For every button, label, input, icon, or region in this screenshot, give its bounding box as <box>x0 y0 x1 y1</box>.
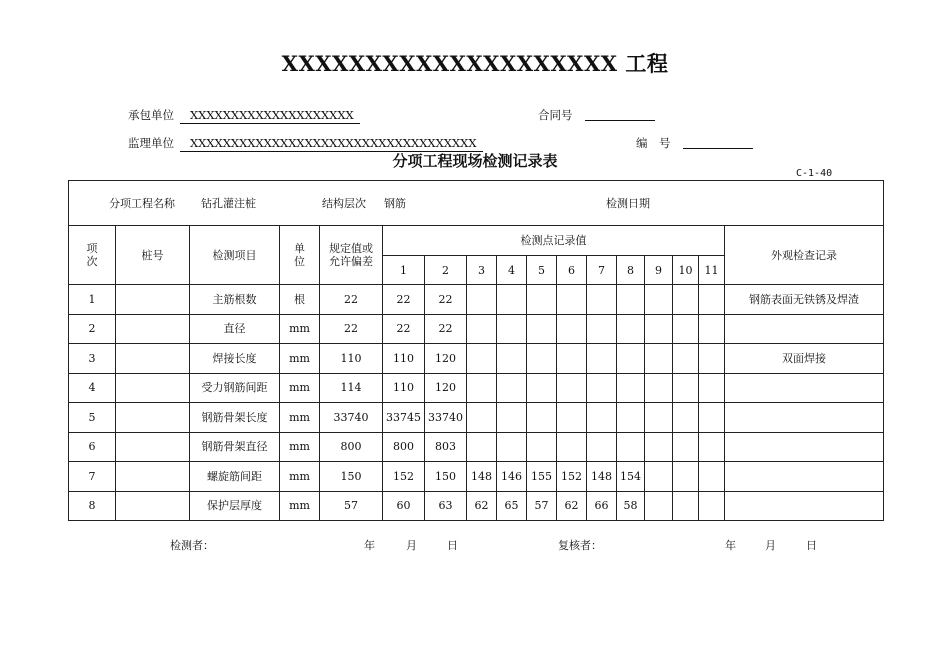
reviewer-day: 日 <box>806 539 817 552</box>
point-value-cell <box>673 432 699 462</box>
project-name-value: 钻孔灌注桩 <box>201 196 256 210</box>
spec-cell: 150 <box>320 462 383 492</box>
point-value-cell <box>557 432 587 462</box>
table-row <box>69 373 884 403</box>
spec-cell: 110 <box>320 344 383 374</box>
point-value-cell <box>557 285 587 315</box>
point-value-cell <box>497 285 527 315</box>
point-value-cell <box>587 314 617 344</box>
point-value-cell: 33745 <box>383 403 425 433</box>
point-value-cell: 120 <box>425 373 467 403</box>
unit-cell: mm <box>280 432 320 462</box>
check-item-cell: 焊接长度 <box>190 344 280 374</box>
appearance-cell <box>725 314 884 344</box>
appearance-cell <box>725 432 884 462</box>
row-no-cell: 3 <box>69 344 116 374</box>
pile-no-cell <box>116 403 190 433</box>
point-value-cell <box>699 462 725 492</box>
row-no-cell: 8 <box>69 491 116 521</box>
point-value-cell: 152 <box>557 462 587 492</box>
point-value-cell <box>673 462 699 492</box>
point-number: 8 <box>617 256 645 285</box>
point-value-cell: 22 <box>425 285 467 315</box>
point-value-cell <box>467 432 497 462</box>
info-row <box>69 181 884 226</box>
point-value-cell <box>587 344 617 374</box>
point-value-cell <box>645 344 673 374</box>
point-value-cell: 803 <box>425 432 467 462</box>
point-value-cell <box>467 285 497 315</box>
unit-header: 单 位 <box>280 226 320 285</box>
point-value-cell <box>699 344 725 374</box>
row-no-cell: 7 <box>69 462 116 492</box>
spec-cell: 22 <box>320 285 383 315</box>
point-value-cell <box>497 314 527 344</box>
point-value-cell <box>527 314 557 344</box>
pile-no-cell <box>116 285 190 315</box>
point-value-cell <box>467 314 497 344</box>
point-value-cell: 800 <box>383 432 425 462</box>
point-value-cell: 148 <box>587 462 617 492</box>
point-value-cell <box>617 373 645 403</box>
contract-no-line <box>538 107 655 123</box>
point-value-cell <box>587 285 617 315</box>
appearance-cell <box>725 373 884 403</box>
point-value-cell: 148 <box>467 462 497 492</box>
spec-cell: 57 <box>320 491 383 521</box>
point-value-cell <box>467 403 497 433</box>
inspector-year: 年 <box>364 539 375 552</box>
point-value-cell <box>587 373 617 403</box>
appearance-cell: 钢筋表面无铁锈及焊渣 <box>725 285 884 315</box>
point-value-cell <box>497 344 527 374</box>
structure-level-label: 结构层次 <box>322 196 366 210</box>
pile-no-cell <box>116 491 190 521</box>
point-value-cell <box>699 285 725 315</box>
check-item-cell: 螺旋筋间距 <box>190 462 280 492</box>
contract-no-label: 合同号 <box>538 108 573 122</box>
row-no-cell: 2 <box>69 314 116 344</box>
point-value-cell: 120 <box>425 344 467 374</box>
point-value-cell <box>645 432 673 462</box>
inspector-label: 检测者： <box>170 539 214 552</box>
point-value-cell <box>587 403 617 433</box>
point-value-cell <box>617 344 645 374</box>
table-row <box>69 432 884 462</box>
point-value-cell: 62 <box>467 491 497 521</box>
appearance-header: 外观检查记录 <box>725 226 884 285</box>
point-value-cell: 66 <box>587 491 617 521</box>
row-no-cell: 4 <box>69 373 116 403</box>
unit-cell: mm <box>280 403 320 433</box>
point-value-cell <box>673 344 699 374</box>
point-number: 11 <box>699 256 725 285</box>
point-value-cell: 155 <box>527 462 557 492</box>
unit-cell: mm <box>280 314 320 344</box>
point-value-cell: 110 <box>383 373 425 403</box>
point-number: 4 <box>497 256 527 285</box>
point-value-cell <box>497 432 527 462</box>
unit-cell: 根 <box>280 285 320 315</box>
appearance-cell <box>725 491 884 521</box>
point-value-cell <box>557 314 587 344</box>
pile-no-cell <box>116 432 190 462</box>
point-value-cell: 65 <box>497 491 527 521</box>
table-row <box>69 403 884 433</box>
spec-cell: 114 <box>320 373 383 403</box>
point-value-cell <box>617 285 645 315</box>
check-item-cell: 受力钢筋间距 <box>190 373 280 403</box>
check-item-cell: 钢筋骨架长度 <box>190 403 280 433</box>
point-value-cell: 110 <box>383 344 425 374</box>
point-value-cell <box>527 403 557 433</box>
point-value-cell <box>645 491 673 521</box>
point-value-cell: 154 <box>617 462 645 492</box>
document-title: XXXXXXXXXXXXXXXXXXXX 工程 <box>281 51 669 76</box>
appearance-cell: 双面焊接 <box>725 344 884 374</box>
table-row <box>69 491 884 521</box>
spec-header: 规定值或 允许偏差 <box>320 226 383 285</box>
point-value-cell <box>497 373 527 403</box>
point-value-cell <box>617 314 645 344</box>
item-no-header: 项 次 <box>69 226 116 285</box>
point-number: 9 <box>645 256 673 285</box>
reviewer-month: 月 <box>765 539 776 552</box>
inspection-date-label: 检测日期 <box>606 196 650 210</box>
point-value-cell <box>645 403 673 433</box>
form-subtitle: 分项工程现场检测记录表 <box>392 152 558 170</box>
table-row <box>69 344 884 374</box>
point-value-cell <box>673 403 699 433</box>
point-value-cell <box>467 344 497 374</box>
pile-no-cell <box>116 462 190 492</box>
row-no-cell: 6 <box>69 432 116 462</box>
point-value-cell <box>699 314 725 344</box>
point-number: 1 <box>383 256 425 285</box>
pile-no-cell <box>116 373 190 403</box>
table-row <box>69 462 884 492</box>
point-value-cell <box>645 285 673 315</box>
info-cell <box>69 181 884 226</box>
contractor-label: 承包单位 <box>128 108 174 122</box>
point-value-cell <box>497 403 527 433</box>
contractor-value: XXXXXXXXXXXXXXXXXXXX <box>180 108 360 124</box>
data-rows <box>69 285 884 521</box>
point-value-cell <box>645 462 673 492</box>
row-no-cell: 1 <box>69 285 116 315</box>
point-value-cell <box>645 314 673 344</box>
point-number: 6 <box>557 256 587 285</box>
point-number: 5 <box>527 256 557 285</box>
serial-blank <box>683 136 753 149</box>
point-value-cell: 58 <box>617 491 645 521</box>
inspection-record-table <box>68 180 884 521</box>
inspector-month: 月 <box>406 539 417 552</box>
point-number: 3 <box>467 256 497 285</box>
serial-line <box>636 135 753 151</box>
point-value-cell: 22 <box>425 314 467 344</box>
header-row-1 <box>69 226 884 256</box>
contract-no-blank <box>585 108 655 121</box>
point-value-cell <box>527 373 557 403</box>
project-name-label: 分项工程名称 <box>109 196 175 210</box>
point-value-cell <box>557 373 587 403</box>
point-value-cell: 33740 <box>425 403 467 433</box>
check-item-header: 检测项目 <box>190 226 280 285</box>
point-value-cell <box>699 373 725 403</box>
spec-cell: 33740 <box>320 403 383 433</box>
point-value-cell <box>557 344 587 374</box>
row-no-cell: 5 <box>69 403 116 433</box>
point-value-cell <box>527 344 557 374</box>
supervisor-value: XXXXXXXXXXXXXXXXXXXXXXXXXXXXXXXXXXX <box>180 136 483 152</box>
point-value-cell <box>587 432 617 462</box>
point-value-cell: 57 <box>527 491 557 521</box>
contractor-line <box>128 107 360 124</box>
point-value-cell <box>617 403 645 433</box>
unit-cell: mm <box>280 344 320 374</box>
point-value-cell <box>699 432 725 462</box>
point-number: 10 <box>673 256 699 285</box>
point-value-cell: 22 <box>383 285 425 315</box>
point-value-cell <box>467 373 497 403</box>
point-number: 7 <box>587 256 617 285</box>
table-row <box>69 314 884 344</box>
point-value-cell <box>673 373 699 403</box>
unit-cell: mm <box>280 373 320 403</box>
point-value-cell <box>527 432 557 462</box>
spec-cell: 22 <box>320 314 383 344</box>
serial-label: 编 号 <box>636 136 671 150</box>
point-value-cell <box>673 491 699 521</box>
point-value-cell <box>645 373 673 403</box>
reviewer-year: 年 <box>725 539 736 552</box>
point-value-cell: 150 <box>425 462 467 492</box>
check-item-cell: 直径 <box>190 314 280 344</box>
check-item-cell: 主筋根数 <box>190 285 280 315</box>
check-item-cell: 保护层厚度 <box>190 491 280 521</box>
pile-no-cell <box>116 314 190 344</box>
check-item-cell: 钢筋骨架直径 <box>190 432 280 462</box>
reviewer-label: 复核者： <box>558 539 602 552</box>
unit-cell: mm <box>280 462 320 492</box>
point-value-cell <box>617 432 645 462</box>
point-value-cell <box>673 314 699 344</box>
unit-cell: mm <box>280 491 320 521</box>
point-value-cell: 62 <box>557 491 587 521</box>
point-value-cell <box>673 285 699 315</box>
point-value-cell: 146 <box>497 462 527 492</box>
point-value-cell: 152 <box>383 462 425 492</box>
point-value-cell: 63 <box>425 491 467 521</box>
point-value-cell: 22 <box>383 314 425 344</box>
point-value-cell: 60 <box>383 491 425 521</box>
table-row <box>69 285 884 315</box>
pile-no-cell <box>116 344 190 374</box>
pile-no-header: 桩号 <box>116 226 190 285</box>
appearance-cell <box>725 403 884 433</box>
point-value-cell <box>699 491 725 521</box>
point-value-cell <box>557 403 587 433</box>
form-code: C-1-40 <box>796 168 833 179</box>
points-header: 检测点记录值 <box>383 226 725 256</box>
appearance-cell <box>725 462 884 492</box>
spec-cell: 800 <box>320 432 383 462</box>
inspector-day: 日 <box>447 539 458 552</box>
structure-level-value: 钢筋 <box>384 196 406 210</box>
point-value-cell <box>527 285 557 315</box>
point-number: 2 <box>425 256 467 285</box>
point-value-cell <box>699 403 725 433</box>
supervisor-label: 监理单位 <box>128 136 174 150</box>
